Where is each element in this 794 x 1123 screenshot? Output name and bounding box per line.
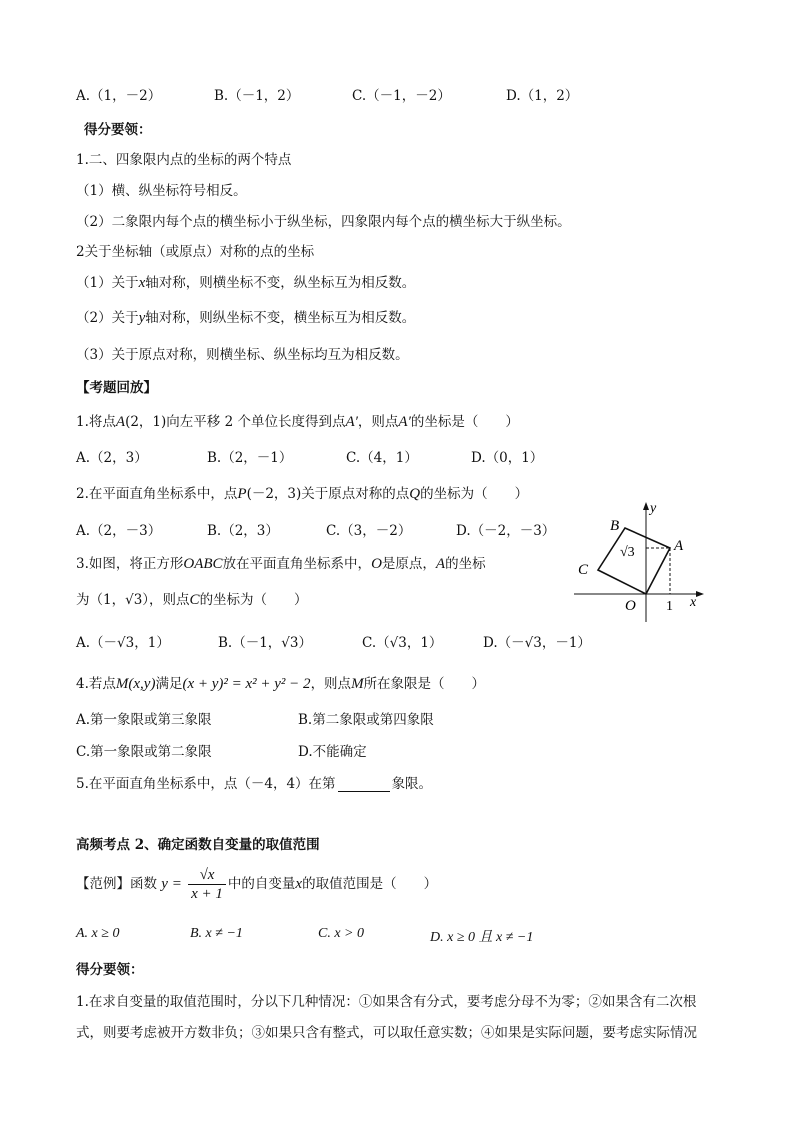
q2-option-c: C.（3，－2） [326, 523, 412, 539]
text: 轴对称，则横坐标不变，纵坐标互为相反数。 [145, 275, 416, 291]
text: 【范例】函数 [76, 876, 157, 892]
text: 所在象限是（ ） [363, 676, 486, 692]
label-O: O [625, 598, 636, 614]
q3-stem-line2 [76, 588, 308, 609]
tips1-line6 [76, 306, 415, 327]
text: (－2，3)关于原点对称的点 [246, 486, 410, 502]
label-A: A [674, 538, 684, 554]
text: 2.在平面直角坐标系中，点 [76, 486, 238, 502]
square-figure [570, 498, 710, 626]
q2-stem [76, 482, 528, 503]
q4-option-c: C.第一象限或第二象限 [76, 744, 212, 760]
label-C: C [578, 562, 589, 578]
q4-stem [76, 672, 485, 693]
q3-stem-line1 [76, 552, 486, 573]
var: P [237, 486, 247, 502]
q3-option-d: D.（－√3，－1） [483, 635, 591, 651]
text: ，则点 [310, 676, 352, 692]
var: C [189, 592, 200, 608]
q1-option-c: C.（4，1） [346, 450, 418, 466]
text: 的坐标 [445, 556, 486, 572]
y-axis-arrow [643, 502, 649, 510]
answer-blank[interactable] [338, 779, 390, 792]
tips2-line1: 1.在求自变量的取值范围时，分以下几种情况：①如果含有分式，要考虑分母不为零；②如果含有二次根 [76, 994, 697, 1010]
var: A [435, 556, 446, 572]
example-option-c: C. x > 0 [318, 926, 364, 941]
q3-option-a: A.（－√3，1） [76, 635, 170, 651]
q4-option-d: D.不能确定 [298, 744, 367, 760]
tips1-line3: （2）二象限内每个点的横坐标小于纵坐标，四象限内每个点的横坐标大于纵坐标。 [76, 214, 571, 230]
text: 放在平面直角坐标系中， [222, 556, 372, 572]
example-option-d: D. x ≥ 0 且 x ≠ −1 [430, 930, 534, 945]
text: 的坐标为（ ） [199, 592, 308, 608]
q4-option-b: B.第二象限或第四象限 [298, 712, 434, 728]
text: (2，1)向左平移 2 个单位长度得到点 [125, 414, 346, 430]
example-option-b: B. x ≠ −1 [190, 926, 243, 941]
square-oabc [598, 528, 670, 594]
text: ），则点 [142, 592, 190, 608]
var: A′ [345, 414, 358, 430]
tips1-line7: （3）关于原点对称，则横坐标、纵坐标均互为相反数。 [76, 347, 409, 363]
tips1-title: 得分要领： [84, 122, 152, 138]
var: Q [409, 486, 421, 502]
label-x: x [690, 595, 697, 610]
tips1-line4: 2关于坐标轴（或原点）对称的点的坐标 [76, 244, 315, 260]
equation: (x + y)² = x² + y² − 2 [182, 676, 311, 692]
var-y: y = [161, 876, 182, 892]
q3-option-b: B.（－1，√3） [218, 635, 312, 651]
text: 的坐标是（ ） [410, 414, 519, 430]
example-option-a: A. x ≥ 0 [76, 926, 120, 941]
text: 的取值范围是（ ） [302, 876, 438, 892]
example-stem [76, 866, 437, 903]
var-x: x [138, 275, 146, 291]
label-B: B [610, 518, 620, 534]
tips1-line5 [76, 271, 415, 292]
q1-option-a: A.（2，3） [76, 450, 148, 466]
denominator: x + 1 [191, 886, 223, 902]
var: A′ [398, 414, 411, 430]
text: 中的自变量 [227, 876, 296, 892]
text: 为（1， [76, 592, 126, 608]
q0-option-a: A.（1，－2） [76, 88, 162, 104]
text: ，则点 [357, 414, 399, 430]
var: M [351, 676, 364, 692]
text: 的坐标为（ ） [420, 486, 529, 502]
q3-option-c: C.（√3，1） [362, 635, 443, 651]
tips1-line2: （1）横、纵坐标符号相反。 [76, 183, 247, 199]
text: （1）关于 [76, 275, 139, 291]
var: M(x,y) [115, 676, 156, 692]
tips2-title: 得分要领： [76, 962, 144, 978]
tips1-line1: 1.二、四象限内点的坐标的两个特点 [76, 152, 292, 168]
text: 象限。 [391, 776, 433, 792]
q0-option-d: D.（1，2） [506, 88, 579, 104]
var-y: y [138, 310, 146, 326]
q0-option-b: B.（－1，2） [214, 88, 300, 104]
var-x: x [295, 876, 303, 892]
tips2-line2: 式，则要考虑被开方数非负；③如果只含有整式，可以取任意实数；④如果是实际问题，要考虑实际情况 [76, 1025, 697, 1041]
text: （2）关于 [76, 310, 139, 326]
label-1: 1 [666, 599, 673, 614]
var: OABC [183, 556, 223, 572]
text: 4.若点 [76, 676, 116, 692]
q5-stem [76, 772, 432, 792]
var: A [115, 414, 126, 430]
text: 1.将点 [76, 414, 116, 430]
label-sqrt3: √3 [620, 545, 635, 560]
text: 满足 [155, 676, 183, 692]
q2-option-d: D.（－2，－3） [456, 523, 556, 539]
q0-option-c: C.（－1，－2） [352, 88, 451, 104]
var: O [371, 556, 382, 572]
section2-title: 高频考点 2、确定函数自变量的取值范围 [76, 837, 320, 853]
numerator: √x [188, 866, 226, 885]
label-y: y [650, 501, 657, 516]
q1-stem [76, 410, 519, 431]
q1-option-b: B.（2，－1） [207, 450, 293, 466]
q1-option-d: D.（0，1） [471, 450, 544, 466]
q4-option-a: A.第一象限或第三象限 [76, 712, 212, 728]
text: 5.在平面直角坐标系中，点（－4，4）在第 [76, 776, 336, 792]
review-title: 【考题回放】 [76, 380, 157, 396]
sqrt3: √3 [125, 592, 143, 608]
q2-option-b: B.（2，3） [207, 523, 279, 539]
text: 3.如图，将正方形 [76, 556, 184, 572]
q2-option-a: A.（2，－3） [76, 523, 162, 539]
text: 是原点， [381, 556, 436, 572]
x-axis-arrow [696, 591, 704, 597]
fraction [188, 866, 226, 903]
text: 轴对称，则纵坐标不变，横坐标互为相反数。 [145, 310, 416, 326]
